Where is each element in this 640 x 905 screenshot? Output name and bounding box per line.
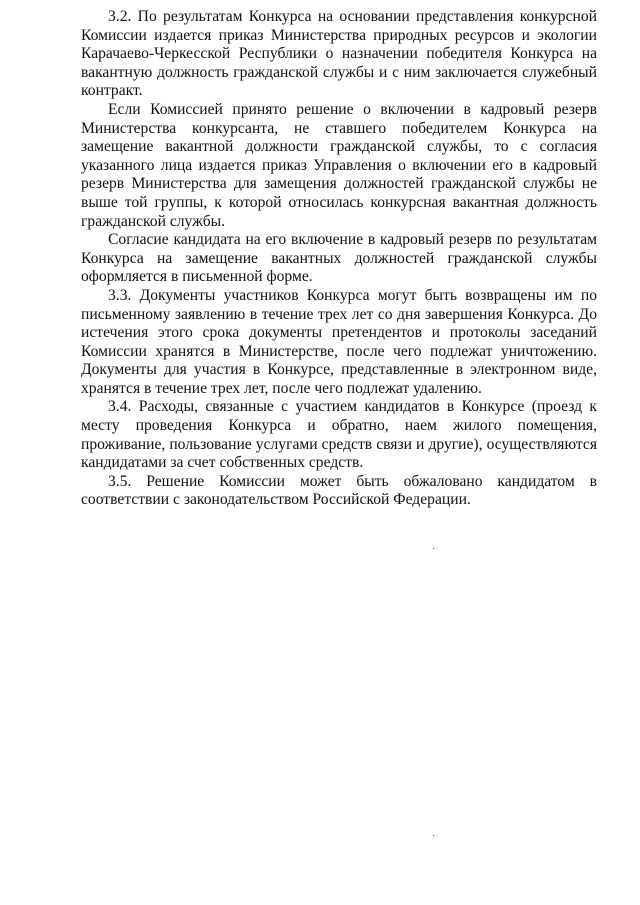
scan-speck: [433, 835, 434, 836]
scan-speck: [433, 548, 434, 549]
paragraph-3-3: 3.3. Документы участников Конкурса могут быть возвращены им по письменному заявлению в течение трех лет со дня завершения Конкурса. До истечения этого срока документы претендентов и протоколы заседаний Комиссии хранятся в Министерстве, после чего подлежат уничтожению. Документы для участия в Конкурсе, представленные в электронном виде, хранятся в течение трех лет, после чего подлежат удалению.: [81, 286, 597, 397]
paragraph-3-4: 3.4. Расходы, связанные с участием кандидатов в Конкурсе (проезд к месту проведения Конкурса и обратно, наем жилого помещения, проживание, пользование услугами средств связи и другие), осуществляются кандидатами за счет собственных средств.: [81, 398, 597, 472]
paragraph-reserve-inclusion: Если Комиссией принято решение о включении в кадровый резерв Министерства конкурсанта, не ставшего победителем Конкурса на замещение вакантной должности гражданской службы, то с согласия указанного лица издается приказ Управления о включении его в кадровый резерв Министерства для замещения должностей гражданской службы не выше той группы, к которой относилась конкурсная вакантная должность гражданской службы.: [81, 100, 597, 230]
paragraph-3-2: 3.2. По результатам Конкурса на основании представления конкурсной Комиссии издается приказ Министерства природных ресурсов и экологии Карачаево-Черкесской Республики о назначении победителя Конкурса на вакантную должность гражданской службы и с ним заключается служебный контракт.: [81, 8, 597, 100]
paragraph-candidate-consent: Согласие кандидата на его включение в кадровый резерв по результатам Конкурса на замещение вакантных должностей гражданской службы оформляется в письменной форме.: [81, 231, 597, 286]
paragraph-3-5: 3.5. Решение Комиссии может быть обжаловано кандидатом в соответствии с законодательством Российской Федерации.: [81, 472, 597, 509]
document-body: [81, 8, 597, 510]
